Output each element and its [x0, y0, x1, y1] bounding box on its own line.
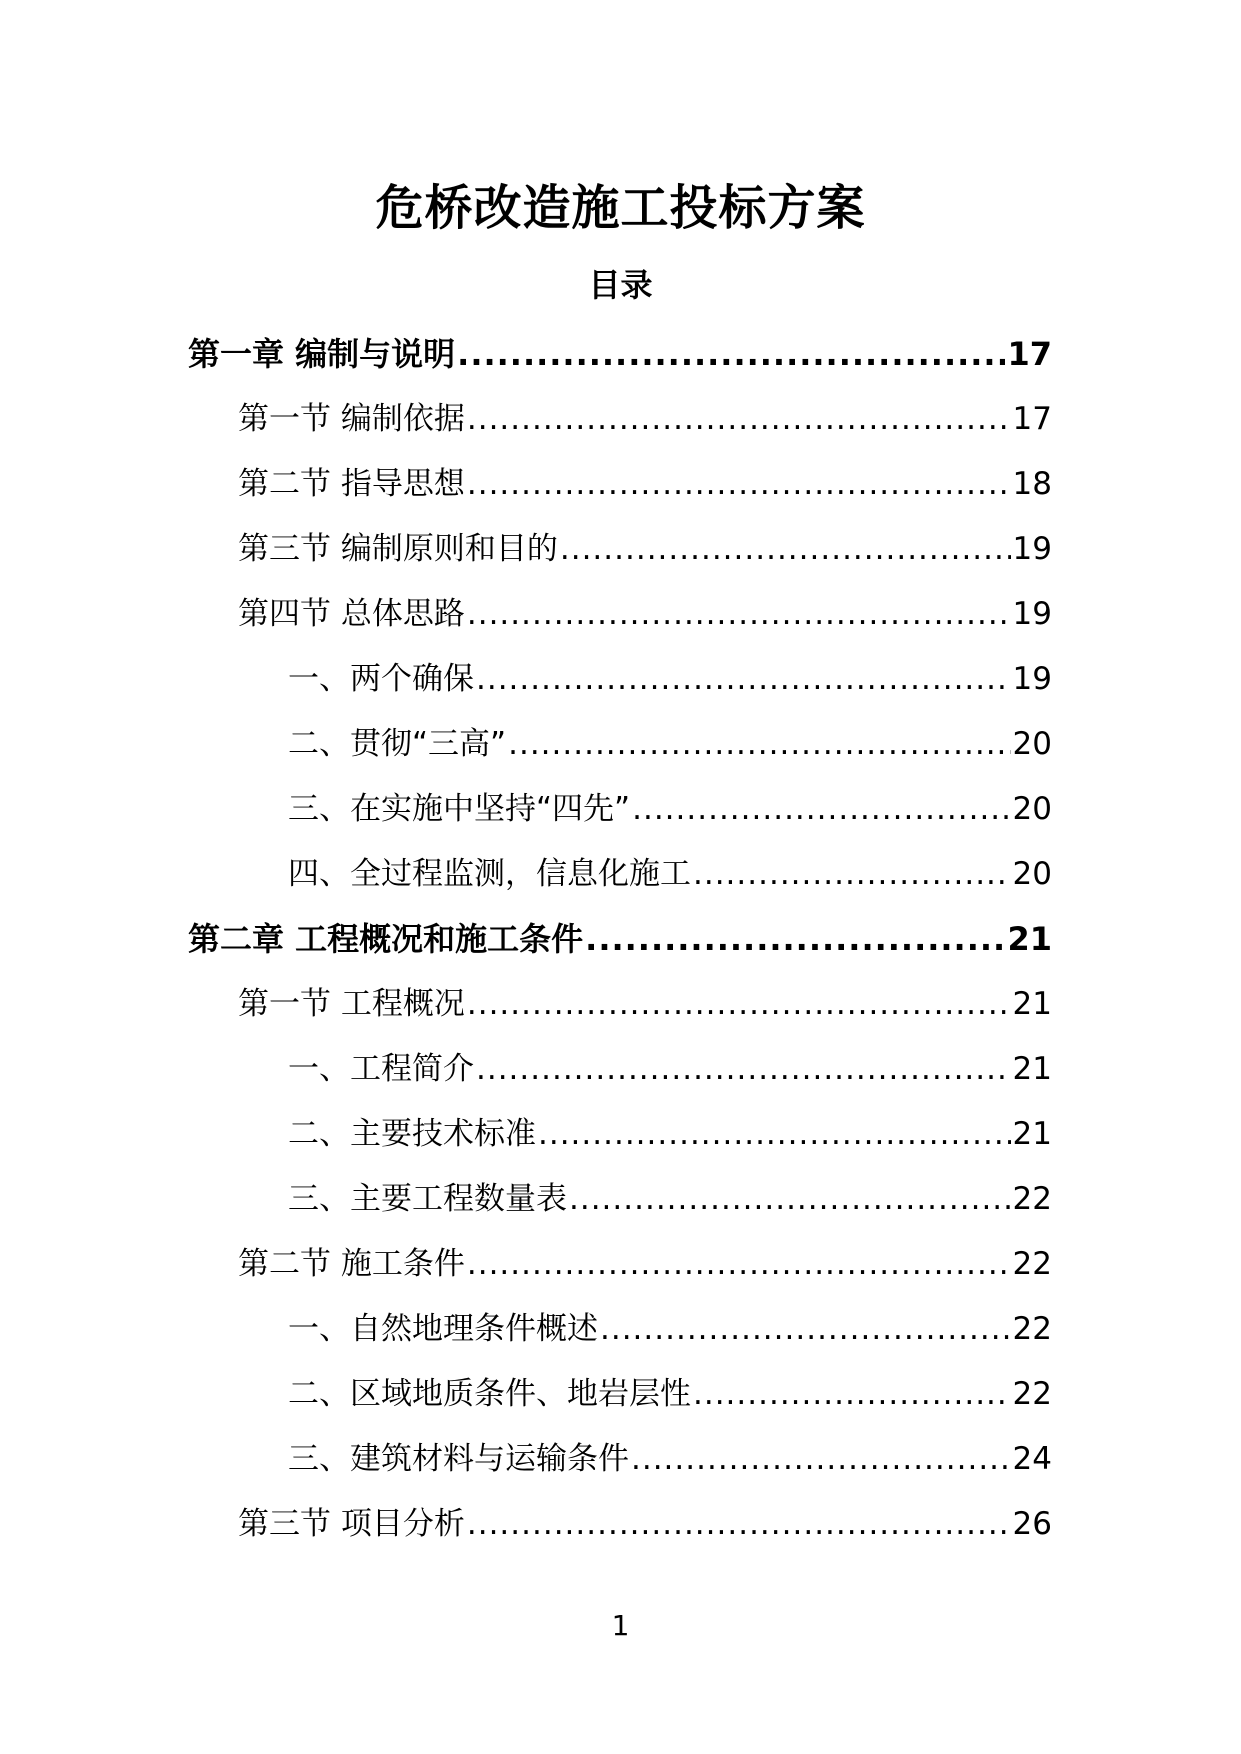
toc-chapter-1[interactable]: [188, 322, 1052, 387]
toc-entry-title: 三、建筑材料与运输条件: [288, 1441, 629, 1477]
toc-section[interactable]: [188, 1232, 1052, 1297]
toc-entry-title: 第二节 指导思想: [238, 466, 465, 502]
toc-dot-leader: [476, 1037, 1011, 1102]
toc-entry-title: 第三节 项目分析: [238, 1506, 465, 1542]
toc-entry-title: 一、自然地理条件概述: [288, 1311, 598, 1347]
toc-dot-leader: [538, 1102, 1011, 1167]
toc-entry-title: 一、工程简介: [288, 1051, 474, 1087]
toc-dot-leader: [467, 972, 1011, 1037]
toc-dot-leader: [585, 907, 1005, 972]
toc-dot-leader: [600, 1297, 1011, 1362]
toc-dot-leader: [631, 1427, 1011, 1492]
toc-section[interactable]: [188, 452, 1052, 517]
toc-entry-title: 第一章 编制与说明: [188, 335, 456, 373]
toc-entry-page: 21: [1012, 986, 1052, 1022]
toc-entry-page: 19: [1012, 596, 1052, 632]
toc-dot-leader: [632, 777, 1010, 842]
toc-subsection[interactable]: [188, 1297, 1052, 1362]
toc-subsection[interactable]: [188, 647, 1052, 712]
toc-entry-page: 24: [1012, 1441, 1052, 1477]
toc-dot-leader: [508, 712, 1010, 777]
toc-entry-title: 第二节 施工条件: [238, 1246, 465, 1282]
toc-entry-title: 第二章 工程概况和施工条件: [188, 920, 584, 958]
toc-entry-page: 22: [1012, 1246, 1052, 1282]
toc-section[interactable]: [188, 972, 1052, 1037]
toc-entry-page: 17: [1007, 335, 1052, 373]
table-of-contents: [188, 322, 1052, 1557]
toc-entry-page: 18: [1012, 466, 1052, 502]
toc-entry-page: 22: [1012, 1376, 1052, 1412]
toc-entry-page: 17: [1012, 401, 1052, 437]
toc-dot-leader: [467, 582, 1011, 647]
toc-dot-leader: [457, 322, 1005, 387]
toc-subsection[interactable]: [188, 1362, 1052, 1427]
page-number: 1: [611, 1609, 630, 1642]
toc-entry-page: 26: [1012, 1506, 1052, 1542]
toc-subsection[interactable]: [188, 1037, 1052, 1102]
toc-section[interactable]: [188, 582, 1052, 647]
toc-entry-page: 19: [1012, 661, 1052, 697]
toc-entry-page: 21: [1007, 920, 1052, 958]
toc-subsection[interactable]: [188, 712, 1052, 777]
toc-dot-leader: [467, 1232, 1011, 1297]
toc-dot-leader: [569, 1167, 1011, 1232]
toc-entry-page: 22: [1012, 1311, 1052, 1347]
toc-chapter-2[interactable]: [188, 907, 1052, 972]
document-title: 危桥改造施工投标方案: [375, 180, 866, 236]
toc-entry-title: 三、在实施中坚持“四先”: [288, 791, 631, 827]
toc-dot-leader: [467, 452, 1011, 517]
toc-section[interactable]: [188, 1492, 1052, 1557]
toc-dot-leader: [467, 1492, 1011, 1557]
toc-subsection[interactable]: [188, 1427, 1052, 1492]
toc-entry-page: 22: [1012, 1181, 1052, 1217]
toc-heading: 目录: [588, 266, 653, 304]
toc-dot-leader: [467, 387, 1011, 452]
toc-dot-leader: [693, 1362, 1011, 1427]
toc-entry-title: 二、贯彻“三高”: [288, 726, 507, 762]
toc-subsection[interactable]: [188, 777, 1052, 842]
toc-entry-page: 19: [1012, 531, 1052, 567]
toc-entry-title: 四、全过程监测，信息化施工: [288, 856, 691, 892]
toc-section[interactable]: [188, 387, 1052, 452]
toc-entry-title: 二、主要技术标准: [288, 1116, 536, 1152]
toc-dot-leader: [476, 647, 1011, 712]
toc-entry-title: 第四节 总体思路: [238, 596, 465, 632]
toc-entry-page: 20: [1012, 856, 1052, 892]
toc-subsection[interactable]: [188, 1102, 1052, 1167]
toc-entry-page: 20: [1012, 726, 1052, 762]
toc-entry-title: 第一节 编制依据: [238, 401, 465, 437]
toc-entry-page: 20: [1012, 791, 1052, 827]
toc-dot-leader: [693, 842, 1011, 907]
toc-dot-leader: [560, 517, 1011, 582]
toc-entry-title: 第一节 工程概况: [238, 986, 465, 1022]
toc-entry-page: 21: [1012, 1051, 1052, 1087]
toc-entry-title: 一、两个确保: [288, 661, 474, 697]
toc-section[interactable]: [188, 517, 1052, 582]
toc-subsection[interactable]: [188, 842, 1052, 907]
toc-entry-title: 第三节 编制原则和目的: [238, 531, 558, 567]
toc-entry-title: 二、区域地质条件、地岩层性: [288, 1376, 691, 1412]
toc-entry-title: 三、主要工程数量表: [288, 1181, 567, 1217]
toc-subsection[interactable]: [188, 1167, 1052, 1232]
toc-entry-page: 21: [1012, 1116, 1052, 1152]
